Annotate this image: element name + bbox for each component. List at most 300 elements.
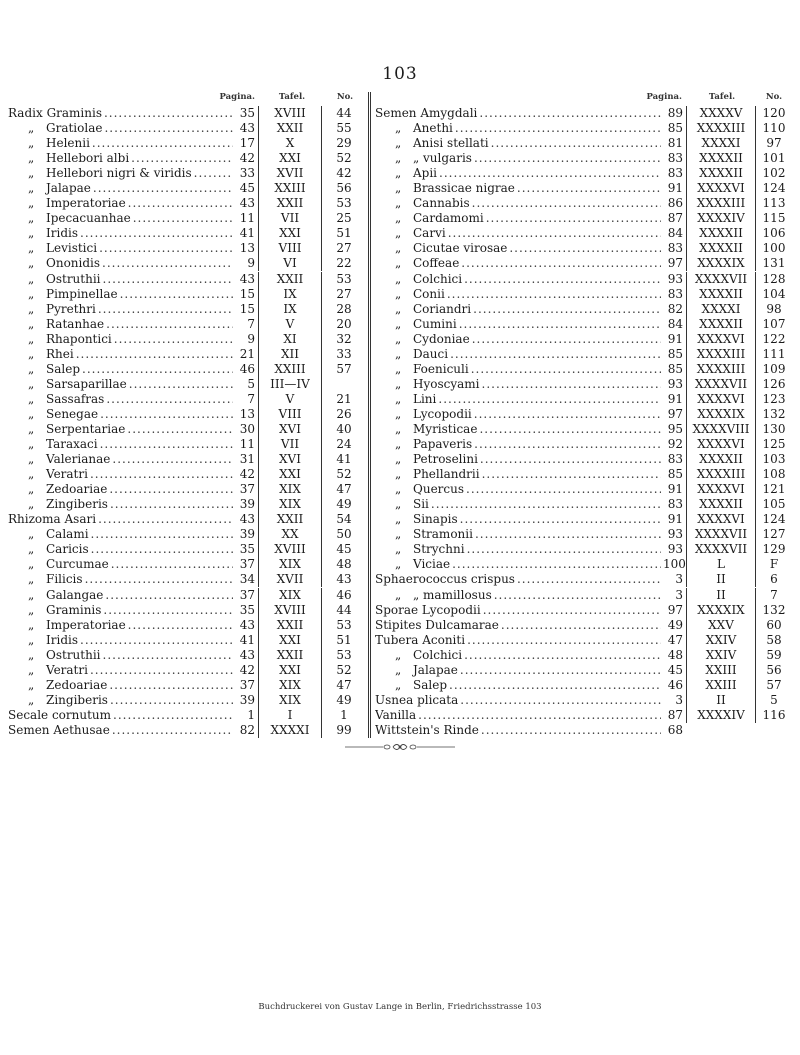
entry-page: 83 <box>667 452 683 467</box>
entry-name-cell <box>375 347 663 362</box>
entry-name-cell <box>8 497 235 512</box>
entry-tafel: XXII <box>258 618 322 633</box>
ditto-mark: „ <box>28 452 35 467</box>
entry-page: 37 <box>239 557 255 572</box>
entry-name-cell <box>8 572 235 587</box>
entry-label: Wittstein's Rinde <box>375 722 479 737</box>
entry-tafel: III—IV <box>258 377 322 392</box>
entry-name <box>8 588 103 603</box>
entry-tafel: II <box>686 588 756 603</box>
entry-name <box>375 482 464 497</box>
entry-number: 44 <box>336 602 352 617</box>
entry-name-cell <box>375 527 663 542</box>
index-entry <box>375 407 792 422</box>
dot-leader <box>474 151 661 166</box>
entry-tafel: XXXXVI <box>686 181 756 196</box>
entry-number: 22 <box>336 256 352 271</box>
entry-tafel: XXI <box>258 226 322 241</box>
entry-name <box>375 302 471 317</box>
entry-page: 83 <box>667 151 683 166</box>
index-entry <box>8 241 367 256</box>
entry-tafel: XVIII <box>258 106 322 121</box>
dot-leader <box>131 151 233 166</box>
entry-page: 93 <box>667 376 683 391</box>
entry-number: 44 <box>336 106 352 120</box>
entry-label: Cannabis <box>413 196 470 211</box>
index-entry <box>8 392 367 407</box>
entry-tafel: XXXXII <box>686 241 756 256</box>
entry-name <box>375 678 447 693</box>
index-entry <box>8 527 367 542</box>
ditto-mark: „ <box>395 241 402 256</box>
ditto-mark: „ <box>28 241 35 256</box>
entry-name-cell <box>8 181 235 196</box>
entry-label: Veratri <box>46 467 88 482</box>
entry-tafel: XXXXVIII <box>686 422 756 437</box>
entry-label: Rhapontici <box>46 331 112 346</box>
entry-number: 129 <box>762 542 786 557</box>
entry-page: 82 <box>239 722 255 737</box>
dot-leader <box>491 136 661 151</box>
entry-label: Senegae <box>46 406 99 421</box>
entry-page: 93 <box>667 271 683 286</box>
entry-page: 39 <box>239 527 255 542</box>
entry-name <box>375 347 448 362</box>
index-entry <box>375 588 792 603</box>
ditto-mark: „ <box>28 557 35 572</box>
entry-page: 91 <box>667 331 683 346</box>
entry-name <box>375 588 492 603</box>
dot-leader <box>110 693 233 708</box>
entry-name <box>8 302 96 317</box>
ditto-mark: „ <box>395 331 402 346</box>
entry-name <box>8 678 107 693</box>
tafel-header: Tafel. <box>708 92 736 102</box>
entry-number: 27 <box>336 286 352 301</box>
entry-page: 15 <box>239 301 255 316</box>
entry-page: 30 <box>239 421 255 436</box>
entry-page: 91 <box>667 391 683 406</box>
entry-name-cell <box>8 527 235 542</box>
entry-label: Quercus <box>413 482 465 497</box>
dot-leader <box>98 512 233 527</box>
entry-name <box>375 377 480 392</box>
ditto-mark: „ <box>395 346 402 361</box>
entry-page: 84 <box>667 226 683 241</box>
entry-number: 57 <box>766 677 782 692</box>
ditto-mark: „ <box>395 256 402 271</box>
entry-tafel: I <box>258 708 322 723</box>
entry-page: 41 <box>239 226 255 241</box>
entry-label: Ipecacuanhae <box>46 211 131 226</box>
entry-label: Salep <box>413 677 447 692</box>
entry-label: Hyoscyami <box>413 376 480 391</box>
entry-page: 43 <box>239 617 255 632</box>
entry-tafel: XXII <box>258 196 322 211</box>
entry-number: 26 <box>336 406 352 421</box>
ditto-mark: „ <box>395 316 402 331</box>
entry-tafel: XVIII <box>258 542 322 557</box>
entry-page: 95 <box>667 421 683 436</box>
dot-leader <box>472 196 661 211</box>
entry-name-cell <box>8 437 235 452</box>
entry-number: 109 <box>762 361 786 376</box>
entry-page: 46 <box>667 677 683 692</box>
ditto-mark: „ <box>28 301 35 316</box>
dot-leader <box>479 422 661 437</box>
entry-page: 13 <box>239 241 255 256</box>
entry-name-cell <box>8 557 235 572</box>
entry-tafel: XXXXII <box>686 151 756 166</box>
dot-leader <box>98 302 233 317</box>
entry-name-cell <box>8 603 235 618</box>
entry-name <box>8 136 90 151</box>
entry-name <box>375 287 445 302</box>
entry-label: Conii <box>413 286 445 301</box>
entry-name-cell <box>375 422 663 437</box>
dot-leader <box>467 542 661 557</box>
index-entry <box>375 482 792 497</box>
entry-page: 87 <box>667 707 683 722</box>
entry-name <box>8 497 108 512</box>
entry-name-cell <box>8 151 235 166</box>
dot-leader <box>80 226 233 241</box>
entry-tafel: XVII <box>258 572 322 587</box>
entry-label: Anethi <box>413 121 453 136</box>
entry-name <box>375 512 458 527</box>
entry-number: 47 <box>336 482 352 497</box>
index-entry <box>375 347 792 362</box>
ditto-mark: „ <box>28 527 35 542</box>
entry-page: 37 <box>239 587 255 602</box>
index-entry <box>375 648 792 663</box>
entry-number: 98 <box>766 301 782 316</box>
ditto-mark: „ <box>28 226 35 241</box>
column-header-row <box>8 92 367 106</box>
dot-leader <box>475 527 661 542</box>
entry-tafel: XVI <box>258 422 322 437</box>
entry-name <box>8 287 118 302</box>
entry-tafel: XIX <box>258 678 322 693</box>
dot-leader <box>438 392 661 407</box>
entry-name-cell <box>375 512 663 527</box>
entry-label: Calami <box>46 527 89 542</box>
entry-label: Strychni <box>413 542 465 557</box>
index-entry <box>8 136 367 151</box>
dot-leader <box>482 467 661 482</box>
entry-page: 11 <box>239 211 255 226</box>
entry-name <box>375 121 453 136</box>
entry-page: 43 <box>239 647 255 662</box>
entry-name <box>8 211 131 226</box>
entry-number: 33 <box>336 346 352 361</box>
ditto-mark: „ <box>395 452 402 467</box>
entry-name <box>8 467 88 482</box>
entry-name-cell <box>375 663 663 678</box>
index-entry <box>8 603 367 618</box>
entry-label: Jalapae <box>413 662 458 677</box>
no-header: No. <box>336 92 354 102</box>
entry-number: F <box>769 557 779 572</box>
entry-name-cell <box>375 181 663 196</box>
entry-name <box>8 557 109 572</box>
entry-name <box>375 708 416 723</box>
entry-label: Ratanhae <box>46 316 105 331</box>
ditto-mark: „ <box>395 482 402 497</box>
entry-page: 49 <box>667 617 683 632</box>
ditto-mark: „ <box>395 587 402 602</box>
entry-label: Tubera Aconiti <box>375 632 466 647</box>
ditto-mark: „ <box>395 391 402 406</box>
entry-label: Gratiolae <box>46 121 103 136</box>
index-entry <box>375 317 792 332</box>
entry-name <box>375 256 459 271</box>
entry-name-cell <box>375 166 663 181</box>
entry-name <box>375 211 484 226</box>
index-entry <box>8 256 367 271</box>
entry-number: 101 <box>762 151 786 166</box>
entry-tafel: XXXXVI <box>686 392 756 407</box>
entry-tafel: XXII <box>258 648 322 663</box>
entry-label: Colchici <box>413 647 463 662</box>
entry-name <box>8 422 125 437</box>
entry-number: 126 <box>762 376 786 391</box>
entry-page: 84 <box>667 316 683 331</box>
ditto-mark: „ <box>28 391 35 406</box>
entry-name <box>375 166 437 181</box>
entry-tafel: XXXXIII <box>686 467 756 482</box>
tafel-header: Tafel. <box>278 92 306 102</box>
dot-leader <box>486 211 661 226</box>
ditto-mark: „ <box>28 211 35 226</box>
ditto-mark: „ <box>28 181 35 196</box>
entry-name-cell <box>375 723 663 738</box>
entry-label: Stipites Dulcamarae <box>375 617 499 632</box>
entry-page: 93 <box>667 542 683 557</box>
entry-label: Jalapae <box>46 181 91 196</box>
entry-number: 24 <box>336 437 352 452</box>
index-entry <box>8 332 367 347</box>
ditto-mark: „ <box>28 617 35 632</box>
entry-page: 43 <box>239 121 255 136</box>
entry-name-cell <box>8 467 235 482</box>
dot-leader <box>479 106 661 121</box>
index-entry <box>8 633 367 648</box>
entry-page: 3 <box>675 692 683 707</box>
entry-label: Taraxaci <box>46 437 98 452</box>
dot-leader <box>129 377 233 392</box>
entry-label: Sii <box>413 497 429 512</box>
dot-leader <box>103 603 233 618</box>
ditto-mark: „ <box>28 632 35 647</box>
entry-name-cell <box>375 272 663 287</box>
entry-tafel: X <box>258 136 322 151</box>
entry-name-cell <box>375 693 663 708</box>
entry-label: Levistici <box>46 241 98 256</box>
entry-label: Coriandri <box>413 301 472 316</box>
entry-name <box>375 497 429 512</box>
index-entry <box>8 708 367 723</box>
ditto-mark: „ <box>395 181 402 196</box>
index-entry <box>8 181 367 196</box>
ditto-mark: „ <box>28 602 35 617</box>
entry-label: „ mamillosus <box>413 587 492 602</box>
entry-name-cell <box>375 302 663 317</box>
entry-label: Cicutae virosae <box>413 241 508 256</box>
entry-name <box>8 482 107 497</box>
entry-name <box>8 272 101 287</box>
entry-tafel: VIII <box>258 241 322 256</box>
entry-number: 97 <box>766 136 782 151</box>
entry-tafel: XXI <box>258 663 322 678</box>
entry-name-cell <box>8 648 235 663</box>
entry-name-cell <box>8 166 235 181</box>
index-entry <box>8 362 367 377</box>
entry-name <box>8 332 112 347</box>
entry-tafel: XXI <box>258 633 322 648</box>
entry-name-cell <box>8 317 235 332</box>
dot-leader <box>106 392 233 407</box>
dot-leader <box>447 287 661 302</box>
entry-number: 25 <box>336 211 352 226</box>
entry-name-cell <box>8 136 235 151</box>
index-entry <box>8 693 367 708</box>
ditto-mark: „ <box>395 361 402 376</box>
entry-number: 52 <box>336 467 352 482</box>
entry-name <box>8 663 88 678</box>
entry-name <box>375 437 472 452</box>
entry-label: Apii <box>413 166 438 181</box>
dot-leader <box>102 256 233 271</box>
entry-tafel: XXIII <box>258 181 322 196</box>
entry-page: 68 <box>667 722 683 737</box>
entry-label: Carvi <box>413 226 446 241</box>
entry-name <box>8 603 101 618</box>
entry-label: Lini <box>413 391 437 406</box>
entry-page: 21 <box>239 346 255 361</box>
dot-leader <box>461 256 661 271</box>
entry-tafel: XXII <box>258 512 322 527</box>
entry-page: 11 <box>239 437 255 452</box>
entry-tafel: L <box>686 557 756 572</box>
entry-number: 100 <box>762 241 786 256</box>
entry-name-cell <box>8 723 235 738</box>
entry-name <box>8 648 101 663</box>
dot-leader <box>120 287 233 302</box>
dot-leader <box>473 302 661 317</box>
entry-name-cell <box>375 121 663 136</box>
entry-label: Zingiberis <box>46 497 108 512</box>
index-entry <box>8 287 367 302</box>
entry-tafel: VIII <box>258 407 322 422</box>
index-entry <box>375 272 792 287</box>
dot-leader <box>466 482 661 497</box>
entry-tafel: V <box>258 392 322 407</box>
entry-tafel: XXIII <box>686 663 756 678</box>
entry-name <box>8 452 110 467</box>
entry-label: Serpentariae <box>46 421 126 436</box>
ditto-mark: „ <box>395 121 402 136</box>
ditto-mark: „ <box>28 677 35 692</box>
entry-name-cell <box>375 708 663 723</box>
entry-label: Salep <box>46 361 80 376</box>
entry-name-cell <box>375 557 663 572</box>
entry-number: 45 <box>336 542 352 557</box>
entry-tafel: XVIII <box>258 603 322 618</box>
dot-leader <box>103 648 233 663</box>
entry-name <box>375 272 462 287</box>
entry-label: Viciae <box>413 557 451 572</box>
entry-name <box>8 527 89 542</box>
index-entry <box>375 332 792 347</box>
index-entry <box>8 377 367 392</box>
ditto-mark: „ <box>395 301 402 316</box>
ditto-mark: „ <box>28 647 35 662</box>
index-entry <box>8 422 367 437</box>
index-entry <box>375 572 792 587</box>
entry-page: 97 <box>667 406 683 421</box>
index-column-left <box>8 92 367 738</box>
dot-leader <box>494 588 661 603</box>
ditto-mark: „ <box>28 316 35 331</box>
dot-leader <box>82 362 233 377</box>
entry-name-cell <box>8 332 235 347</box>
entry-label: Zedoariae <box>46 677 108 692</box>
entry-name <box>375 151 472 166</box>
ditto-mark: „ <box>395 211 402 226</box>
entry-name <box>8 377 127 392</box>
entry-name <box>375 633 465 648</box>
entry-name-cell <box>8 512 235 527</box>
entry-number: 106 <box>762 226 786 241</box>
entry-tafel: XXXXVII <box>686 527 756 542</box>
entry-page: 82 <box>667 301 683 316</box>
entry-label: Myristicae <box>413 421 478 436</box>
index-entry <box>375 151 792 166</box>
entry-label: Papaveris <box>413 437 473 452</box>
entry-tafel: XIX <box>258 497 322 512</box>
entry-label: Petroselini <box>413 452 478 467</box>
entry-name <box>8 166 192 181</box>
index-entry <box>375 166 792 181</box>
index-entry <box>8 572 367 587</box>
entry-tafel: VII <box>258 211 322 226</box>
entry-page: 42 <box>239 662 255 677</box>
dot-leader <box>128 196 233 211</box>
entry-number: 115 <box>762 211 786 226</box>
entry-name-cell <box>8 121 235 136</box>
entry-page: 91 <box>667 181 683 196</box>
entry-name-cell <box>375 603 663 618</box>
entry-name <box>375 452 478 467</box>
dot-leader <box>474 437 661 452</box>
entry-label: Ostruthii <box>46 271 101 286</box>
entry-number: 122 <box>762 331 786 346</box>
dot-leader <box>91 527 233 542</box>
entry-name-cell <box>375 437 663 452</box>
entry-page: 97 <box>667 256 683 271</box>
entry-page: 85 <box>667 467 683 482</box>
entry-page: 91 <box>667 482 683 497</box>
ditto-mark: „ <box>28 437 35 452</box>
index-entry <box>8 588 367 603</box>
entry-name <box>375 467 480 482</box>
entry-name-cell <box>8 211 235 226</box>
index-entry <box>8 452 367 467</box>
entry-label: Helenii <box>46 136 90 151</box>
entry-number: 28 <box>336 301 352 316</box>
entry-page: 37 <box>239 482 255 497</box>
